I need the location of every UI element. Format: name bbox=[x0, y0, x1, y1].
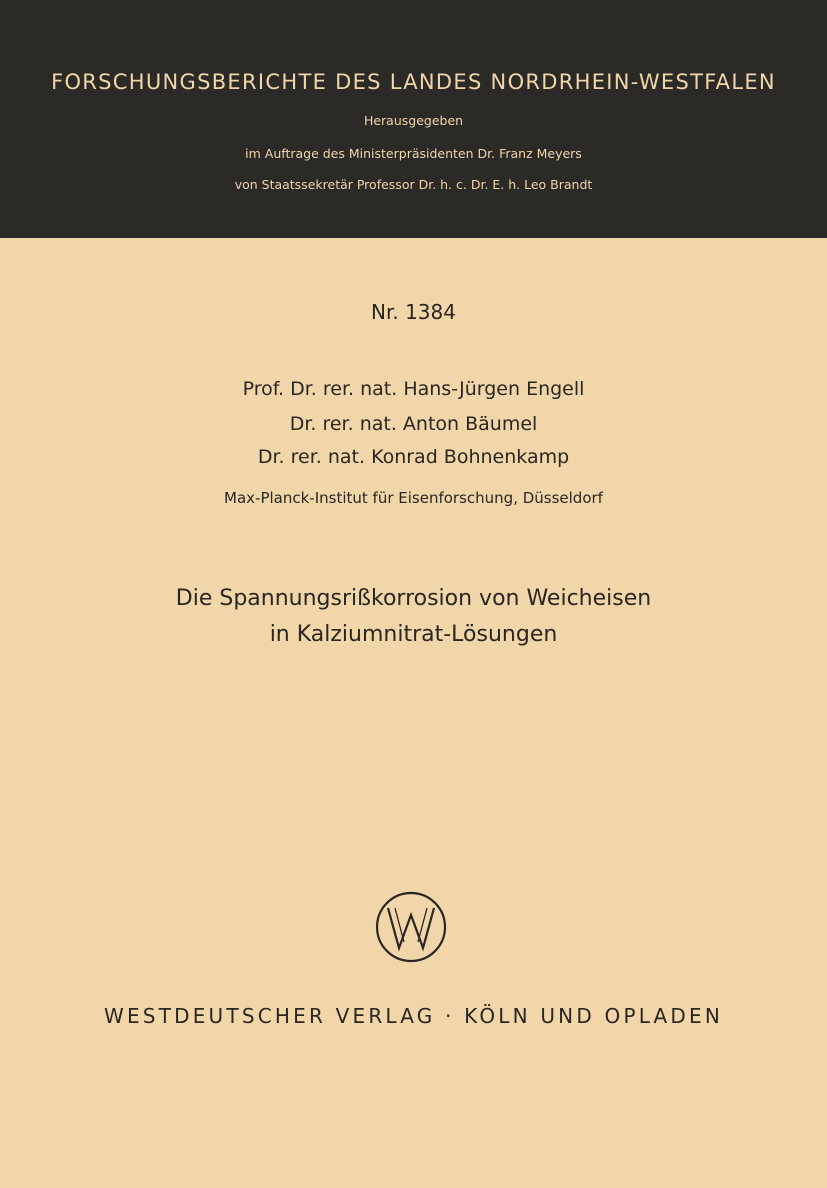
editor-line-3: von Staatssekretär Professor Dr. h. c. Dr. E. h. Leo Brandt bbox=[234, 177, 593, 192]
series-header-band bbox=[0, 0, 827, 238]
editor-line-2: im Auftrage des Ministerpräsidenten Dr. Franz Meyers bbox=[245, 146, 582, 161]
book-title-line-2: in Kalziumnitrat-Lösungen bbox=[269, 622, 558, 647]
report-number: Nr. 1384 bbox=[371, 300, 456, 324]
editor-line-1: Herausgegeben bbox=[363, 113, 464, 128]
author-3: Dr. rer. nat. Konrad Bohnenkamp bbox=[257, 446, 570, 468]
publisher-imprint: WESTDEUTSCHER VERLAG · KÖLN UND OPLADEN bbox=[104, 1004, 723, 1028]
series-title: FORSCHUNGSBERICHTE DES LANDES NORDRHEIN-WESTFALEN bbox=[51, 70, 776, 94]
book-title-line-1: Die Spannungsrißkorrosion von Weicheisen bbox=[175, 586, 652, 611]
publisher-logo-icon bbox=[375, 891, 447, 963]
institute: Max-Planck-Institut für Eisenforschung, Düsseldorf bbox=[224, 489, 603, 507]
author-1: Prof. Dr. rer. nat. Hans-Jürgen Engell bbox=[242, 378, 585, 400]
author-2: Dr. rer. nat. Anton Bäumel bbox=[289, 413, 538, 435]
